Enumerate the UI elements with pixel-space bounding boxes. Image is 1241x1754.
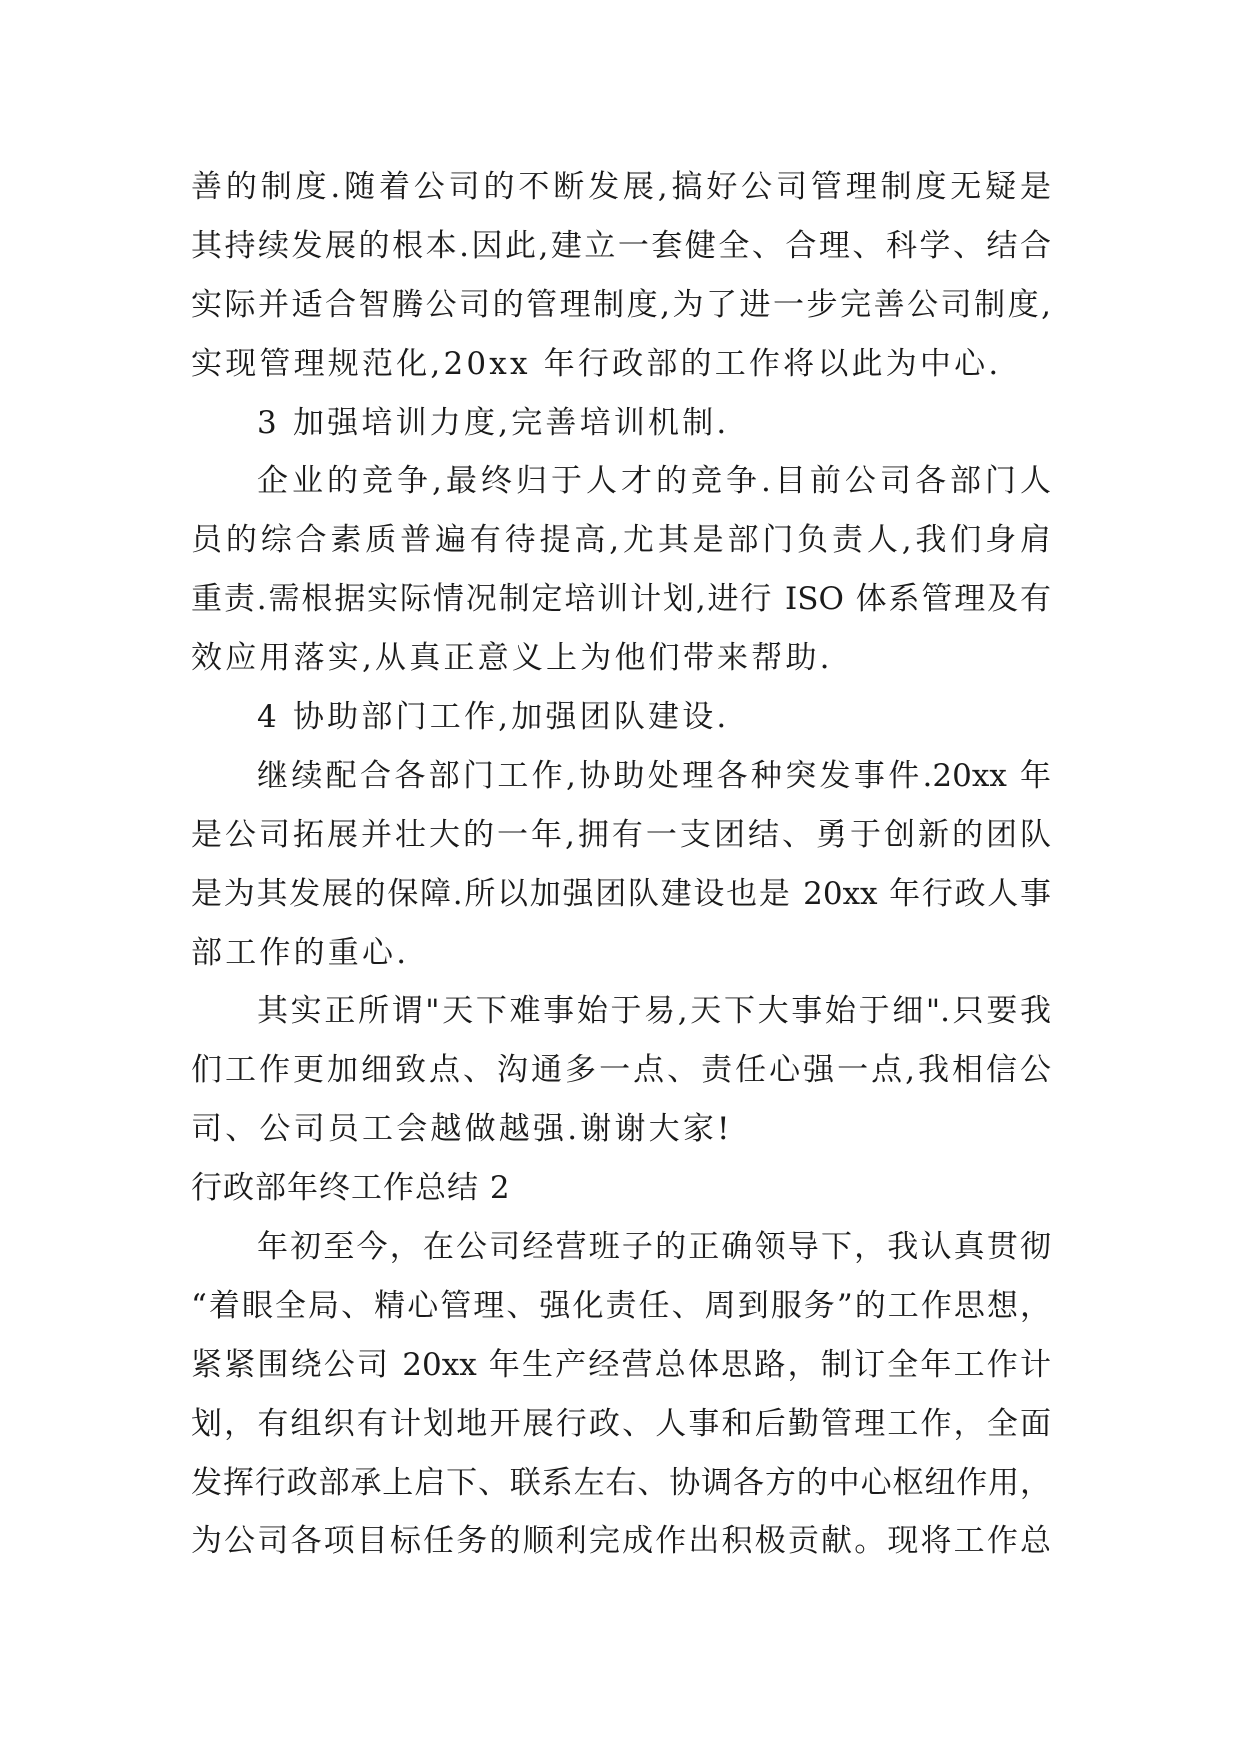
text-line: 实际并适合智腾公司的管理制度,为了进一步完善公司制度, xyxy=(191,286,1051,323)
text-line: 效应用落实,从真正意义上为他们带来帮助. xyxy=(191,640,833,677)
document-body xyxy=(191,158,1051,1571)
text-line: “着眼全局、精心管理、强化责任、周到服务”的工作思想， xyxy=(191,1287,1051,1324)
text-line: 为公司各项目标任务的顺利完成作出积极贡献。现将工作总 xyxy=(191,1523,1051,1560)
paragraph-first-line: 其实正所谓"天下难事始于易,天下大事始于细".只要我 xyxy=(257,993,1051,1030)
text-line: 其持续发展的根本.因此,建立一套健全、合理、科学、结合 xyxy=(191,227,1051,264)
text-line: 重责.需根据实际情况制定培训计划,进行 ISO 体系管理及有 xyxy=(191,581,1051,618)
text-line: 是为其发展的保障.所以加强团队建设也是 20xx 年行政人事 xyxy=(191,875,1051,912)
text-line: 是公司拓展并壮大的一年,拥有一支团结、勇于创新的团队 xyxy=(191,816,1051,853)
document-title: 行政部年终工作总结 2 xyxy=(191,1170,511,1207)
text-line: 划，有组织有计划地开展行政、人事和后勤管理工作，全面 xyxy=(191,1405,1051,1442)
paragraph-first-line: 年初至今，在公司经营班子的正确领导下，我认真贯彻 xyxy=(257,1229,1051,1266)
text-line: 紧紧围绕公司 20xx 年生产经营总体思路，制订全年工作计 xyxy=(191,1346,1051,1383)
text-line: 部工作的重心. xyxy=(191,934,410,971)
text-line: 善的制度.随着公司的不断发展,搞好公司管理制度无疑是 xyxy=(191,169,1051,205)
text-line: 员的综合素质普遍有待提高,尤其是部门负责人,我们身肩 xyxy=(191,522,1051,559)
section-heading-4: 4 协助部门工作,加强团队建设. xyxy=(257,699,730,736)
text-line: 们工作更加细致点、沟通多一点、责任心强一点,我相信公 xyxy=(191,1052,1051,1089)
text-line: 实现管理规范化,20xx 年行政部的工作将以此为中心. xyxy=(191,345,1002,382)
text-line: 司、公司员工会越做越强.谢谢大家! xyxy=(191,1111,733,1148)
section-heading-3: 3 加强培训力度,完善培训机制. xyxy=(257,404,730,441)
text-line: 发挥行政部承上启下、联系左右、协调各方的中心枢纽作用， xyxy=(191,1464,1051,1501)
paragraph-first-line: 企业的竞争,最终归于人才的竞争.目前公司各部门人 xyxy=(257,463,1051,500)
paragraph-first-line: 继续配合各部门工作,协助处理各种突发事件.20xx 年 xyxy=(257,757,1051,794)
